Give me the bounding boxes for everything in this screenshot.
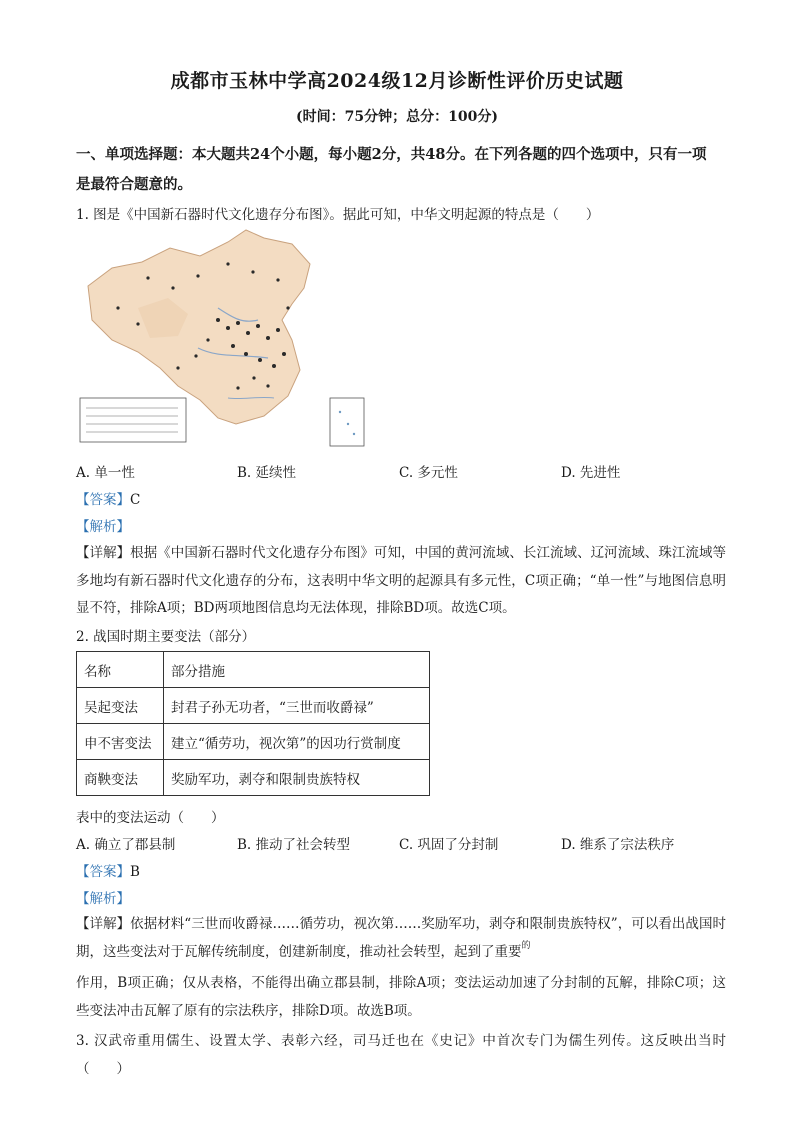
q2-option-a[interactable]: A. 确立了郡县制 xyxy=(76,837,176,853)
table-header-row xyxy=(77,652,430,688)
page-title: 成都市玉林中学高2024级12月诊断性评价历史试题 xyxy=(170,70,624,92)
detail-superscript: 的 xyxy=(521,940,531,951)
answer-value: B xyxy=(130,864,140,880)
detail-label: 【详解】 xyxy=(76,545,131,561)
detail-text-1: 依据材料“三世而收爵禄……循劳功，视次第……奖励军功，剥夺和限制贵族特权”，可以看出战国时期，这些变法对于瓦解传统制度，创建新制度，推动社会转型，起到了重要 xyxy=(76,916,726,960)
answer-label: 【答案】 xyxy=(76,864,130,880)
table-row xyxy=(77,688,430,724)
q1-answer xyxy=(76,488,140,508)
answer-label: 【答案】 xyxy=(76,492,130,508)
q2-analysis-label: 【解析】 xyxy=(76,891,130,907)
q2-prompt: 表中的变法运动（ ） xyxy=(76,810,225,826)
table-header-cell: 部分措施 xyxy=(164,652,430,688)
q1-detail xyxy=(76,540,726,623)
q2-option-b[interactable]: B. 推动了社会转型 xyxy=(237,837,351,853)
detail-label: 【详解】 xyxy=(76,916,131,932)
section-heading: 一、单项选择题：本大题共24个小题，每小题2分，共48分。在下列各题的四个选项中，只有一项是最符合题意的。 xyxy=(76,146,707,193)
question-1-stem: 1. 图是《中国新石器时代文化遗存分布图》。据此可知，中华文明起源的特点是（ ） xyxy=(76,207,600,223)
table-header-cell: 名称 xyxy=(77,652,164,688)
q2-answer xyxy=(76,860,140,880)
table-cell: 商鞅变法 xyxy=(77,760,164,796)
answer-value: C xyxy=(130,492,141,508)
table-cell: 吴起变法 xyxy=(77,688,164,724)
table-cell: 封君子孙无功者，“三世而收爵禄” xyxy=(164,688,430,724)
q1-option-d[interactable]: D. 先进性 xyxy=(561,465,621,481)
table-row xyxy=(77,760,430,796)
table-row xyxy=(77,724,430,760)
neolithic-map-figure xyxy=(78,228,370,450)
table-cell: 奖励军功，剥夺和限制贵族特权 xyxy=(164,760,430,796)
q1-option-b[interactable]: B. 延续性 xyxy=(237,465,297,481)
q1-option-a[interactable]: A. 单一性 xyxy=(76,465,135,481)
q1-option-c[interactable]: C. 多元性 xyxy=(399,465,458,481)
table-cell: 申不害变法 xyxy=(77,724,164,760)
exam-info: (时间：75分钟；总分：100分) xyxy=(296,109,498,125)
question-3-stem: 3. 汉武帝重用儒生、设置太学、表彰六经，司马迁也在《史记》中首次专门为儒生列传。这反映出当时（ ） xyxy=(76,1033,726,1077)
q2-option-d[interactable]: D. 维系了宗法秩序 xyxy=(561,837,675,853)
q2-detail-continued: 作用，B项正确；仅从表格，不能得出确立郡县制，排除A项；变法运动加速了分封制的瓦解，排除C项；这些变法冲击瓦解了原有的宗法秩序，排除D项。故选B项。 xyxy=(76,975,726,1019)
detail-text: 根据《中国新石器时代文化遗存分布图》可知，中国的黄河流域、长江流域、辽河流域、珠江流域等多地均有新石器时代文化遗存的分布，这表明中华文明的起源具有多元性，C项正确；“单一性”与地图信息明显不符，排除A项；BD两项地图信息均无法体现，排除BD项。故选C项。 xyxy=(76,545,727,616)
q2-detail xyxy=(76,911,726,968)
q2-option-c[interactable]: C. 巩固了分封制 xyxy=(399,837,499,853)
table-cell: 建立“循劳功，视次第”的因功行赏制度 xyxy=(164,724,430,760)
question-2-stem: 2. 战国时期主要变法（部分） xyxy=(76,629,256,645)
reform-table xyxy=(76,651,430,796)
q1-analysis-label: 【解析】 xyxy=(76,519,130,535)
